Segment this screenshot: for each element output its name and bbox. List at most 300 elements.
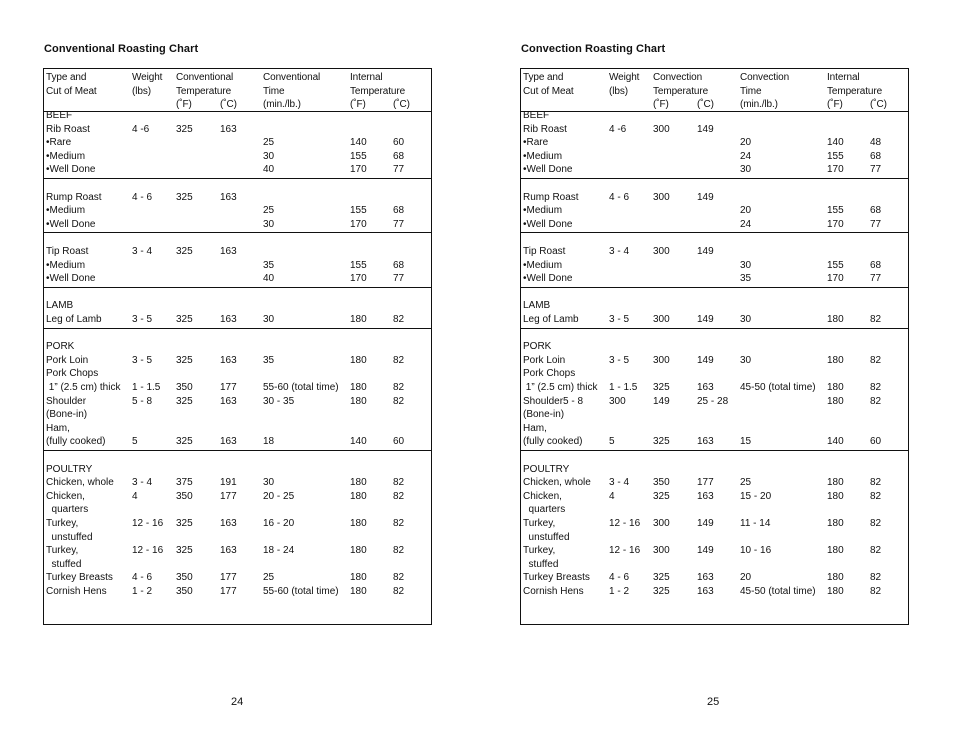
table-cell: 30 xyxy=(263,150,275,162)
column-header: Weight xyxy=(132,72,163,83)
table-cell: 30 - 35 xyxy=(263,395,295,407)
table-cell: 82 xyxy=(393,395,405,407)
table-cell: 20 xyxy=(740,205,752,217)
row-label: •Rare xyxy=(523,137,549,149)
row-label: Chicken, whole xyxy=(523,477,591,489)
table-cell: 18 xyxy=(263,436,275,448)
table-cell: 180 xyxy=(350,314,367,325)
table-cell: 149 xyxy=(697,518,714,529)
table-cell: 300 xyxy=(653,123,670,135)
table-cell: 30 xyxy=(263,477,275,489)
table-cell: 4 - 6 xyxy=(609,191,630,203)
table-cell: 163 xyxy=(220,246,237,257)
row-label: •Medium xyxy=(46,150,86,162)
column-header: Convection xyxy=(653,72,703,83)
row-label: 1” (2.5 cm) thick xyxy=(46,382,121,393)
row-label: •Medium xyxy=(523,259,563,271)
table-cell: 177 xyxy=(220,490,237,502)
table-cell: 180 xyxy=(827,354,844,366)
row-label: Pork Loin xyxy=(523,354,566,366)
column-header: Cut of Meat xyxy=(46,85,97,97)
table-cell: 25 xyxy=(263,572,275,584)
page-right xyxy=(477,0,954,738)
table-cell: 16 - 20 xyxy=(263,518,295,529)
table-cell: 82 xyxy=(393,545,405,557)
table-cell: 11 - 14 xyxy=(740,518,771,529)
chart-title: Convection Roasting Chart xyxy=(521,43,666,55)
table-cell: 77 xyxy=(870,273,882,285)
row-label: •Well Done xyxy=(46,164,96,176)
table-cell: 3 - 4 xyxy=(132,246,153,257)
row-label: Cornish Hens xyxy=(46,586,107,597)
column-header: Time xyxy=(263,85,285,97)
column-header: Conventional xyxy=(263,72,321,83)
table-cell: 68 xyxy=(393,205,405,217)
row-label: (Bone-in) xyxy=(523,409,565,421)
table-cell: 4 - 6 xyxy=(609,572,630,584)
page-number: 25 xyxy=(707,696,720,708)
table-cell: 45-50 (total time) xyxy=(740,586,816,597)
row-label: Turkey Breasts xyxy=(46,572,113,584)
table-cell: 170 xyxy=(350,273,367,285)
table-cell: 177 xyxy=(220,572,237,584)
table-cell: 180 xyxy=(350,477,367,489)
column-header: Cut of Meat xyxy=(523,85,574,97)
table-cell: 325 xyxy=(176,314,193,325)
table-cell: 163 xyxy=(220,191,237,203)
column-header: Temperature xyxy=(827,85,883,97)
chart-title: Conventional Roasting Chart xyxy=(44,43,199,55)
table-cell: 180 xyxy=(827,586,844,597)
table-cell: 68 xyxy=(870,205,882,217)
table-cell: 149 xyxy=(697,191,714,203)
row-label: Cornish Hens xyxy=(523,586,584,597)
section-divider xyxy=(44,178,431,179)
row-label: Leg of Lamb xyxy=(46,314,102,325)
table-cell: 177 xyxy=(220,586,237,597)
row-label: quarters xyxy=(523,504,566,516)
table-cell: 20 - 25 xyxy=(263,490,295,502)
table-cell: 325 xyxy=(176,518,193,529)
row-label: Chicken, xyxy=(46,490,85,502)
table-cell: 77 xyxy=(393,273,405,285)
table-cell: 48 xyxy=(870,137,882,149)
table-cell: 163 xyxy=(220,123,237,135)
table-cell: 177 xyxy=(220,382,237,393)
table-cell: 180 xyxy=(827,477,844,489)
table-cell: 82 xyxy=(870,477,882,489)
column-header: (lbs) xyxy=(132,85,151,97)
table-cell: 350 xyxy=(176,572,193,584)
table-cell: 12 - 16 xyxy=(609,545,641,557)
table-cell: 180 xyxy=(350,586,367,597)
table-cell: 1 - 2 xyxy=(609,586,630,597)
table-cell: 82 xyxy=(870,314,882,325)
table-cell: 3 - 5 xyxy=(132,354,153,366)
table-cell: 170 xyxy=(827,218,844,230)
table-cell: 68 xyxy=(393,150,405,162)
table-cell: 4 -6 xyxy=(132,123,150,135)
row-label: unstuffed xyxy=(46,531,93,543)
table-cell: 350 xyxy=(176,382,193,393)
row-label: Ham, xyxy=(523,422,547,434)
table-cell: 325 xyxy=(653,382,670,393)
table-cell: 82 xyxy=(870,382,882,393)
table-cell: 300 xyxy=(653,314,670,325)
table-cell: 180 xyxy=(827,490,844,502)
row-label: Turkey Breasts xyxy=(523,572,590,584)
roasting-table xyxy=(520,68,909,625)
row-label: Rump Roast xyxy=(523,191,579,203)
table-cell: 300 xyxy=(653,246,670,257)
table-cell: 40 xyxy=(263,273,275,285)
table-cell: 82 xyxy=(870,572,882,584)
table-cell: 45-50 (total time) xyxy=(740,382,816,393)
table-cell: 1 - 1.5 xyxy=(609,382,638,393)
row-label: Turkey, xyxy=(46,518,79,529)
row-label: Shoulder5 - 8 xyxy=(523,395,584,407)
table-cell: 180 xyxy=(827,395,844,407)
table-cell: 155 xyxy=(827,259,844,271)
table-cell: 155 xyxy=(350,205,367,217)
unit-header: (˚F) xyxy=(176,99,192,111)
section-divider xyxy=(521,178,908,179)
row-label: •Well Done xyxy=(46,218,96,230)
table-cell: 375 xyxy=(176,477,193,489)
section-divider xyxy=(521,232,908,233)
row-label: •Medium xyxy=(523,150,563,162)
table-cell: 350 xyxy=(176,490,193,502)
table-cell: 30 xyxy=(740,314,752,325)
table-cell: 325 xyxy=(176,395,193,407)
table-cell: 149 xyxy=(697,314,714,325)
table-cell: 82 xyxy=(870,490,882,502)
row-label: Turkey, xyxy=(46,545,79,557)
table-cell: 82 xyxy=(870,395,882,407)
table-cell: 60 xyxy=(393,436,405,448)
page-number: 24 xyxy=(231,696,244,708)
table-cell: 5 xyxy=(132,436,138,448)
table-cell: 180 xyxy=(827,572,844,584)
table-cell: 163 xyxy=(220,314,237,325)
table-cell: 180 xyxy=(350,395,367,407)
table-cell: 10 - 16 xyxy=(740,545,772,557)
table-cell: 180 xyxy=(350,518,367,529)
table-cell: 68 xyxy=(393,259,405,271)
header-divider xyxy=(521,111,908,112)
table-cell: 163 xyxy=(697,586,714,597)
column-header: Internal xyxy=(827,72,860,83)
table-cell: 300 xyxy=(653,545,670,557)
column-header: (lbs) xyxy=(609,85,628,97)
unit-header: (˚C) xyxy=(393,99,410,111)
row-label: PORK xyxy=(523,341,552,353)
table-cell: 300 xyxy=(609,395,626,407)
row-label: •Medium xyxy=(46,205,86,217)
row-label: (fully cooked) xyxy=(523,436,583,448)
table-cell: 60 xyxy=(870,436,882,448)
row-label: Ham, xyxy=(46,422,70,434)
column-header: (min./lb.) xyxy=(740,99,778,111)
column-header: Temperature xyxy=(176,85,232,97)
table-cell: 55-60 (total time) xyxy=(263,586,339,597)
table-cell: 30 xyxy=(263,314,275,325)
table-cell: 170 xyxy=(350,164,367,176)
table-cell: 30 xyxy=(263,218,275,230)
table-cell: 25 xyxy=(263,137,275,149)
table-cell: 325 xyxy=(653,572,670,584)
table-cell: 4 - 6 xyxy=(132,572,153,584)
table-cell: 170 xyxy=(827,164,844,176)
section-divider xyxy=(44,450,431,451)
table-cell: 3 - 5 xyxy=(609,314,630,325)
table-cell: 3 - 5 xyxy=(609,354,630,366)
row-label: •Well Done xyxy=(523,218,573,230)
row-label: LAMB xyxy=(46,300,74,312)
row-label: quarters xyxy=(46,504,89,516)
row-label: •Medium xyxy=(46,259,86,271)
table-cell: 163 xyxy=(220,395,237,407)
table-cell: 18 - 24 xyxy=(263,545,295,557)
table-cell: 325 xyxy=(176,545,193,557)
table-cell: 25 xyxy=(263,205,275,217)
table-cell: 177 xyxy=(697,477,714,489)
row-label: LAMB xyxy=(523,300,551,312)
table-cell: 82 xyxy=(870,586,882,597)
table-cell: 35 xyxy=(263,259,275,271)
table-cell: 155 xyxy=(827,150,844,162)
table-cell: 180 xyxy=(827,382,844,393)
row-label: Tip Roast xyxy=(46,246,89,257)
table-cell: 163 xyxy=(220,354,237,366)
row-label: BEEF xyxy=(46,110,73,121)
table-cell: 163 xyxy=(697,436,714,448)
column-header: (min./lb.) xyxy=(263,99,301,111)
row-label: BEEF xyxy=(523,110,550,121)
column-header: Type and xyxy=(46,72,87,83)
table-cell: 35 xyxy=(263,354,275,366)
row-label: Tip Roast xyxy=(523,246,566,257)
table-cell: 20 xyxy=(740,137,752,149)
table-cell: 163 xyxy=(220,436,237,448)
table-cell: 325 xyxy=(176,123,193,135)
row-label: •Rare xyxy=(46,137,72,149)
table-cell: 350 xyxy=(176,586,193,597)
table-cell: 325 xyxy=(176,436,193,448)
table-cell: 163 xyxy=(220,545,237,557)
unit-header: (˚F) xyxy=(653,99,669,111)
row-label: Rump Roast xyxy=(46,191,102,203)
row-label: Turkey, xyxy=(523,518,556,529)
column-header: Type and xyxy=(523,72,564,83)
table-cell: 82 xyxy=(393,477,405,489)
column-header: Time xyxy=(740,85,762,97)
section-divider xyxy=(44,328,431,329)
table-cell: 30 xyxy=(740,164,752,176)
row-label: stuffed xyxy=(523,558,559,570)
table-cell: 30 xyxy=(740,259,752,271)
row-label: stuffed xyxy=(46,558,82,570)
table-cell: 82 xyxy=(393,490,405,502)
row-label: PORK xyxy=(46,341,75,353)
row-label: Chicken, xyxy=(523,490,562,502)
row-label: POULTRY xyxy=(523,463,570,475)
section-divider xyxy=(521,450,908,451)
section-divider xyxy=(521,287,908,288)
unit-header: (˚F) xyxy=(350,99,366,111)
table-cell: 4 xyxy=(609,490,615,502)
table-cell: 12 - 16 xyxy=(132,518,164,529)
table-cell: 82 xyxy=(393,518,405,529)
header-divider xyxy=(44,111,431,112)
table-cell: 15 xyxy=(740,436,752,448)
row-label: •Well Done xyxy=(523,273,573,285)
row-label: Pork Chops xyxy=(523,368,576,380)
row-label: Pork Chops xyxy=(46,368,99,380)
table-cell: 191 xyxy=(220,477,237,489)
table-cell: 60 xyxy=(393,137,405,149)
table-cell: 163 xyxy=(220,518,237,529)
table-cell: 82 xyxy=(870,518,882,529)
table-cell: 82 xyxy=(870,545,882,557)
table-cell: 3 - 4 xyxy=(609,246,630,257)
roasting-table xyxy=(43,68,432,625)
table-cell: 12 - 16 xyxy=(609,518,641,529)
table-cell: 170 xyxy=(827,273,844,285)
row-label: Leg of Lamb xyxy=(523,314,579,325)
table-cell: 40 xyxy=(263,164,275,176)
column-header: Internal xyxy=(350,72,383,83)
table-cell: 1 - 2 xyxy=(132,586,153,597)
table-cell: 25 xyxy=(740,477,752,489)
row-label: 1” (2.5 cm) thick xyxy=(523,382,598,393)
table-cell: 5 xyxy=(609,436,615,448)
row-label: Chicken, whole xyxy=(46,477,114,489)
table-cell: 77 xyxy=(870,218,882,230)
table-cell: 300 xyxy=(653,191,670,203)
section-divider xyxy=(521,328,908,329)
table-cell: 4 - 6 xyxy=(132,191,153,203)
column-header: Weight xyxy=(609,72,640,83)
table-cell: 140 xyxy=(350,436,367,448)
table-cell: 300 xyxy=(653,518,670,529)
table-cell: 82 xyxy=(393,314,405,325)
table-cell: 77 xyxy=(870,164,882,176)
column-header: Conventional xyxy=(176,72,234,83)
table-cell: 180 xyxy=(827,518,844,529)
table-cell: 3 - 5 xyxy=(132,314,153,325)
table-cell: 82 xyxy=(393,382,405,393)
table-cell: 163 xyxy=(697,490,714,502)
table-cell: 15 - 20 xyxy=(740,490,772,502)
table-cell: 149 xyxy=(697,545,714,557)
table-cell: 180 xyxy=(350,490,367,502)
row-label: (fully cooked) xyxy=(46,436,106,448)
table-cell: 35 xyxy=(740,273,752,285)
row-label: unstuffed xyxy=(523,531,570,543)
table-cell: 155 xyxy=(350,150,367,162)
table-cell: 325 xyxy=(653,490,670,502)
table-cell: 325 xyxy=(653,586,670,597)
row-label: Pork Loin xyxy=(46,354,89,366)
table-cell: 155 xyxy=(827,205,844,217)
table-cell: 68 xyxy=(870,259,882,271)
table-cell: 24 xyxy=(740,218,752,230)
table-cell: 77 xyxy=(393,164,405,176)
row-label: •Well Done xyxy=(46,273,96,285)
table-cell: 149 xyxy=(697,354,714,366)
unit-header: (˚F) xyxy=(827,99,843,111)
table-cell: 82 xyxy=(393,572,405,584)
column-header: Convection xyxy=(740,72,790,83)
table-cell: 325 xyxy=(176,246,193,257)
table-cell: 3 - 4 xyxy=(609,477,630,489)
table-cell: 24 xyxy=(740,150,752,162)
table-cell: 68 xyxy=(870,150,882,162)
row-label: •Medium xyxy=(523,205,563,217)
table-cell: 350 xyxy=(653,477,670,489)
table-cell: 20 xyxy=(740,572,752,584)
unit-header: (˚C) xyxy=(697,99,714,111)
table-cell: 155 xyxy=(350,259,367,271)
table-cell: 55-60 (total time) xyxy=(263,382,339,393)
unit-header: (˚C) xyxy=(220,99,237,111)
table-cell: 12 - 16 xyxy=(132,545,164,557)
table-cell: 180 xyxy=(350,545,367,557)
unit-header: (˚C) xyxy=(870,99,887,111)
table-cell: 180 xyxy=(827,314,844,325)
table-cell: 325 xyxy=(176,354,193,366)
table-cell: 325 xyxy=(653,436,670,448)
table-cell: 25 - 28 xyxy=(697,395,729,407)
table-cell: 163 xyxy=(697,382,714,393)
section-divider xyxy=(44,287,431,288)
table-cell: 300 xyxy=(653,354,670,366)
row-label: Rib Roast xyxy=(46,123,90,135)
table-cell: 4 xyxy=(132,490,138,502)
table-cell: 140 xyxy=(827,137,844,149)
table-cell: 180 xyxy=(350,382,367,393)
table-cell: 180 xyxy=(827,545,844,557)
row-label: •Well Done xyxy=(523,164,573,176)
table-cell: 3 - 4 xyxy=(132,477,153,489)
table-cell: 82 xyxy=(870,354,882,366)
table-cell: 180 xyxy=(350,354,367,366)
column-header: Temperature xyxy=(653,85,709,97)
table-cell: 170 xyxy=(350,218,367,230)
table-cell: 30 xyxy=(740,354,752,366)
row-label: Shoulder xyxy=(46,395,87,407)
table-cell: 82 xyxy=(393,586,405,597)
table-cell: 5 - 8 xyxy=(132,395,153,407)
section-divider xyxy=(44,232,431,233)
table-cell: 140 xyxy=(350,137,367,149)
column-header: Temperature xyxy=(350,85,406,97)
row-label: Turkey, xyxy=(523,545,556,557)
table-cell: 82 xyxy=(393,354,405,366)
row-label: (Bone-in) xyxy=(46,409,88,421)
row-label: Rib Roast xyxy=(523,123,567,135)
table-cell: 149 xyxy=(653,395,670,407)
table-cell: 163 xyxy=(697,572,714,584)
table-cell: 180 xyxy=(350,572,367,584)
table-cell: 149 xyxy=(697,246,714,257)
row-label: POULTRY xyxy=(46,463,93,475)
table-cell: 149 xyxy=(697,123,714,135)
table-cell: 4 -6 xyxy=(609,123,627,135)
table-cell: 140 xyxy=(827,436,844,448)
table-cell: 325 xyxy=(176,191,193,203)
